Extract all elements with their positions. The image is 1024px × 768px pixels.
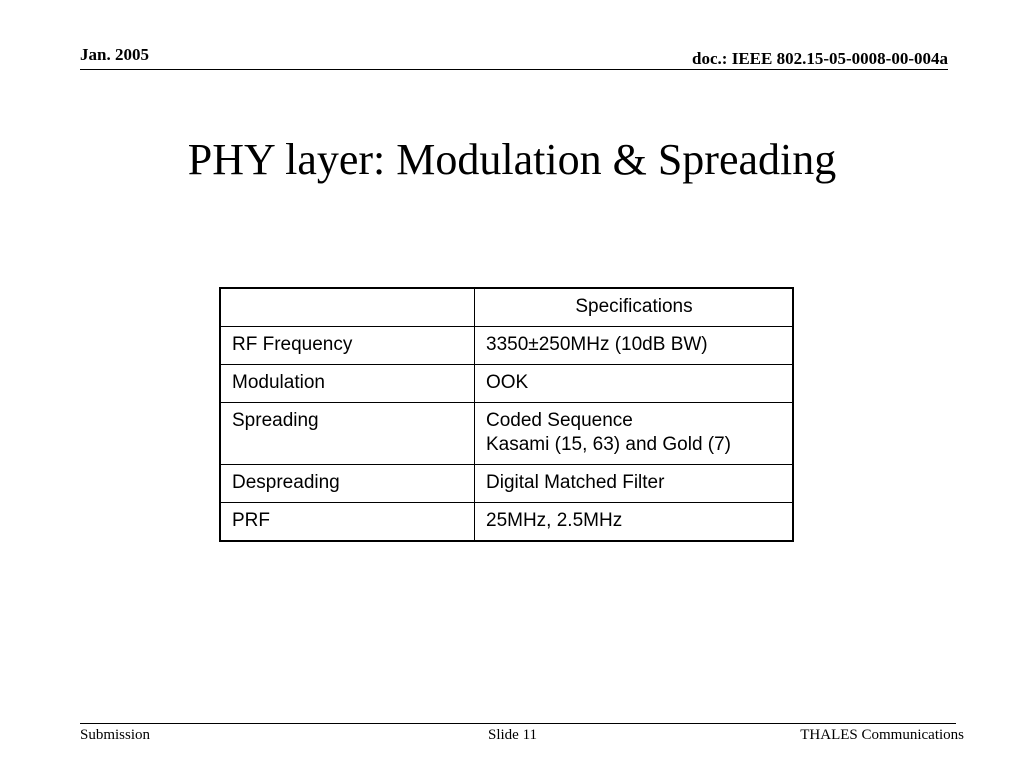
value-line: Kasami (15, 63) and Gold (7) [486,434,732,455]
table-row [220,503,793,542]
value-line: 3350±250MHz (10dB BW) [486,334,708,355]
table-cell-value [475,403,794,465]
table-header-parameter [220,288,475,327]
footer-divider [80,723,956,724]
header-divider [80,69,948,70]
footer-submission: Submission [80,727,151,743]
footer-slide-number: Slide 11 [488,727,538,743]
table-row [220,403,793,465]
table-row [220,327,793,365]
footer-organization: THALES Communications [800,727,964,743]
table-cell-parameter: RF Frequency [220,327,475,365]
value-line: OOK [486,372,529,393]
table-row [220,465,793,503]
table-cell-parameter: PRF [220,503,475,542]
table-cell-parameter: Spreading [220,403,475,465]
table-header-specifications: Specifications [475,288,794,327]
table-header-row [220,288,793,327]
value-line: Coded Sequence [486,410,633,431]
value-line: Digital Matched Filter [486,472,665,493]
header-date: Jan. 2005 [80,45,149,64]
table-cell-value [475,503,794,542]
table-cell-value [475,465,794,503]
table-cell-parameter: Despreading [220,465,475,503]
value-line: 25MHz, 2.5MHz [486,510,623,531]
table-cell-value [475,327,794,365]
table-cell-parameter: Modulation [220,365,475,403]
table-cell-value [475,365,794,403]
header-doc-id: doc.: IEEE 802.15-05-0008-00-004a [692,49,948,68]
slide-title: PHY layer: Modulation & Spreading [187,135,837,184]
specifications-table [219,287,794,542]
table-row [220,365,793,403]
